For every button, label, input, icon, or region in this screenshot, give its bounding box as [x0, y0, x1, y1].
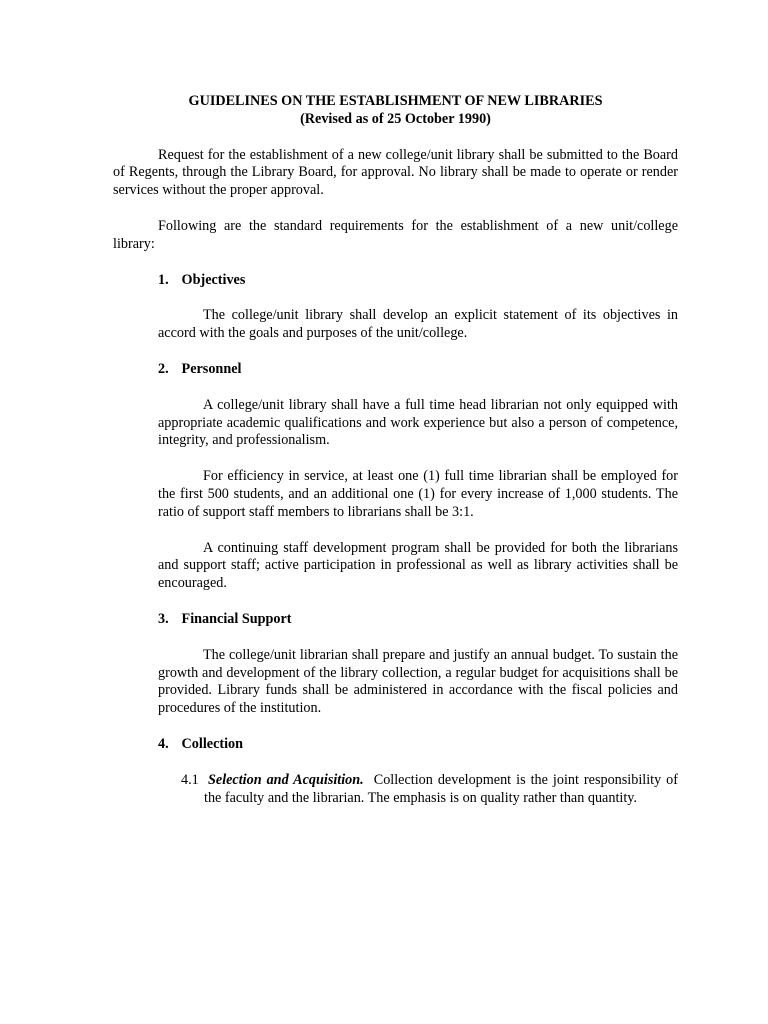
- title-line-2: (Revised as of 25 October 1990): [300, 110, 491, 127]
- section-title: Objectives: [181, 271, 246, 288]
- personnel-paragraph-2: For efficiency in service, at least one (1) full time librarian shall be employed for the first 500 students, and an additional one (1) for every increase of 1,000 students. The ratio of support staff members to librarians shall be 3:1.: [158, 468, 678, 520]
- document-page: [113, 93, 678, 807]
- objectives-paragraph-1: The college/unit library shall develop an explicit statement of its objectives in accord with the goals and purposes of the unit/college.: [158, 307, 678, 342]
- section-heading-financial-support: [158, 611, 678, 629]
- personnel-paragraph-1: A college/unit library shall have a full time head librarian not only equipped with appropriate academic qualifications and work experience but also a person of competence, integrity, and professionalism.: [158, 396, 678, 449]
- personnel-paragraph-3: A continuing staff development program shall be provided for both the librarians and support staff; active participation in professional as well as library activities shall be encouraged.: [158, 539, 678, 592]
- title-line-1: GUIDELINES ON THE ESTABLISHMENT OF NEW LIBRARIES: [188, 93, 603, 109]
- section-title: Financial Support: [181, 610, 292, 627]
- section-title: Personnel: [181, 360, 242, 377]
- document-title: [113, 93, 678, 129]
- intro-paragraph-1: Request for the establishment of a new college/unit library shall be submitted to the Board of Regents, through the Library Board, for approval. No library shall be made to operate or render services without the proper approval.: [113, 146, 678, 199]
- financial-support-paragraph-1: The college/unit librarian shall prepare and justify an annual budget. To sustain the growth and development of the library collection, a regular budget for acquisitions shall be provided. Library funds shall be administered in accordance with the fiscal policies and procedures of the institution.: [158, 646, 678, 717]
- subitem-text: Collection development is the joint responsibility of the faculty and the librarian. The emphasis is on quality rather than quantity.: [204, 771, 678, 806]
- subitem-number: 4.1: [181, 771, 199, 788]
- subitem-title: Selection and Acquisition.: [208, 771, 364, 788]
- section-heading-personnel: [158, 361, 678, 379]
- intro-paragraph-2: Following are the standard requirements for the establishment of a new unit/college library:: [113, 217, 678, 252]
- section-heading-collection: [158, 736, 678, 754]
- section-number: 1.: [158, 271, 169, 288]
- collection-subitem-4-1: [181, 771, 678, 808]
- section-number: 4.: [158, 735, 169, 752]
- section-number: 3.: [158, 610, 169, 627]
- section-number: 2.: [158, 360, 169, 377]
- section-title: Collection: [181, 735, 244, 752]
- section-heading-objectives: [158, 272, 678, 290]
